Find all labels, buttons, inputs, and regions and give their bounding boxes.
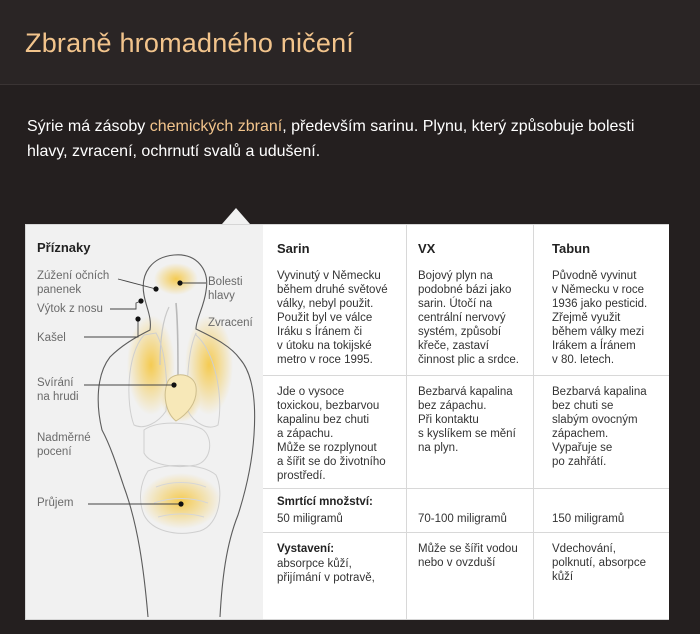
symptoms-heading: Příznaky bbox=[37, 240, 91, 255]
label-chest: Svírání na hrudi bbox=[37, 377, 79, 403]
leader-pupils bbox=[118, 279, 156, 289]
row-divider bbox=[263, 375, 669, 376]
column-header-vx: VX bbox=[418, 241, 436, 256]
lethal-tabun: 150 miligramů bbox=[552, 513, 625, 525]
stomach-shape bbox=[144, 423, 210, 466]
glow-head bbox=[154, 263, 198, 295]
history-tabun: Původně vyvinut v Německu v roce 1936 jako pesticid. Zřejmě využit během války mezi Irákem a Íránem v 80. letech. bbox=[552, 270, 648, 366]
exposure-tabun: Vdechování, polknutí, absorpce kůží bbox=[552, 543, 646, 583]
label-pupils: Zúžení očních panenek bbox=[37, 270, 110, 296]
label-headache: Bolesti hlavy bbox=[208, 276, 243, 302]
intro-highlight: chemických zbraní bbox=[149, 118, 283, 135]
properties-sarin: Jde o vysoce toxickou, bezbarvou kapalinu bez chuti a zápachu. Může se rozplynout a šířit se do životního prostředí. bbox=[277, 386, 386, 482]
dot-chest bbox=[171, 382, 176, 387]
label-nose: Výtok z nosu bbox=[37, 303, 103, 315]
history-sarin: Vyvinutý v Německu během druhé světové války, nebyl použit. Použit byl ve válce Iráku s Íránem či v útoku na tokijské metro v roce 1995. bbox=[277, 270, 388, 366]
lethal-label: Smrtící množství: bbox=[277, 496, 373, 508]
info-panel bbox=[25, 224, 669, 620]
label-diarrhea: Průjem bbox=[37, 497, 74, 509]
row-divider bbox=[263, 532, 669, 533]
exposure-label: Vystavení: bbox=[277, 543, 335, 555]
column-divider bbox=[406, 225, 407, 619]
esophagus bbox=[176, 303, 178, 385]
leader-cough bbox=[84, 319, 138, 337]
leader-nose bbox=[110, 301, 141, 309]
exposure-sarin: absorpce kůží, přijímání v potravě, bbox=[277, 558, 375, 584]
dot-cough bbox=[135, 316, 140, 321]
history-vx: Bojový plyn na podobné bázi jako sarin. Útočí na centrální nervový systém, způsobí křeče, zastaví činnost plic a srdce. bbox=[418, 270, 519, 366]
label-cough: Kašel bbox=[37, 332, 66, 344]
intro-before: Sýrie má zásoby bbox=[27, 118, 150, 135]
page-title: Zbraně hromadného ničení bbox=[25, 28, 355, 58]
dot-pupils bbox=[153, 286, 158, 291]
row-divider bbox=[263, 488, 669, 489]
column-header-tabun: Tabun bbox=[552, 241, 591, 256]
dot-diarrhea bbox=[178, 501, 183, 506]
intro-text bbox=[27, 114, 647, 164]
exposure-vx: Může se šířit vodou nebo v ovzduší bbox=[418, 543, 518, 569]
panel-pointer bbox=[222, 208, 250, 224]
properties-tabun: Bezbarvá kapalina bez chuti se slabým ovocným zápachem. Vypařuje se po zahřátí. bbox=[552, 386, 647, 468]
label-vomiting: Zvracení bbox=[208, 317, 253, 329]
glow-gut bbox=[141, 473, 221, 529]
label-sweating: Nadměrné pocení bbox=[37, 432, 91, 458]
column-header-sarin: Sarin bbox=[277, 241, 310, 256]
symptoms-area bbox=[26, 225, 263, 619]
header-bar bbox=[0, 0, 700, 85]
dot-headache bbox=[177, 280, 182, 285]
dot-nose bbox=[138, 298, 143, 303]
column-divider bbox=[533, 225, 534, 619]
lethal-vx: 70-100 miligramů bbox=[418, 513, 507, 525]
intro-after: , především sarinu. Plynu, který způsobuje bolesti hlavy, zvracení, ochrnutí svalů a udušení. bbox=[27, 118, 635, 160]
lethal-sarin: 50 miligramů bbox=[277, 513, 343, 525]
weapons-table bbox=[263, 225, 669, 619]
properties-vx: Bezbarvá kapalina bez zápachu. Při kontaktu s kyslíkem se mění na plyn. bbox=[418, 386, 516, 454]
